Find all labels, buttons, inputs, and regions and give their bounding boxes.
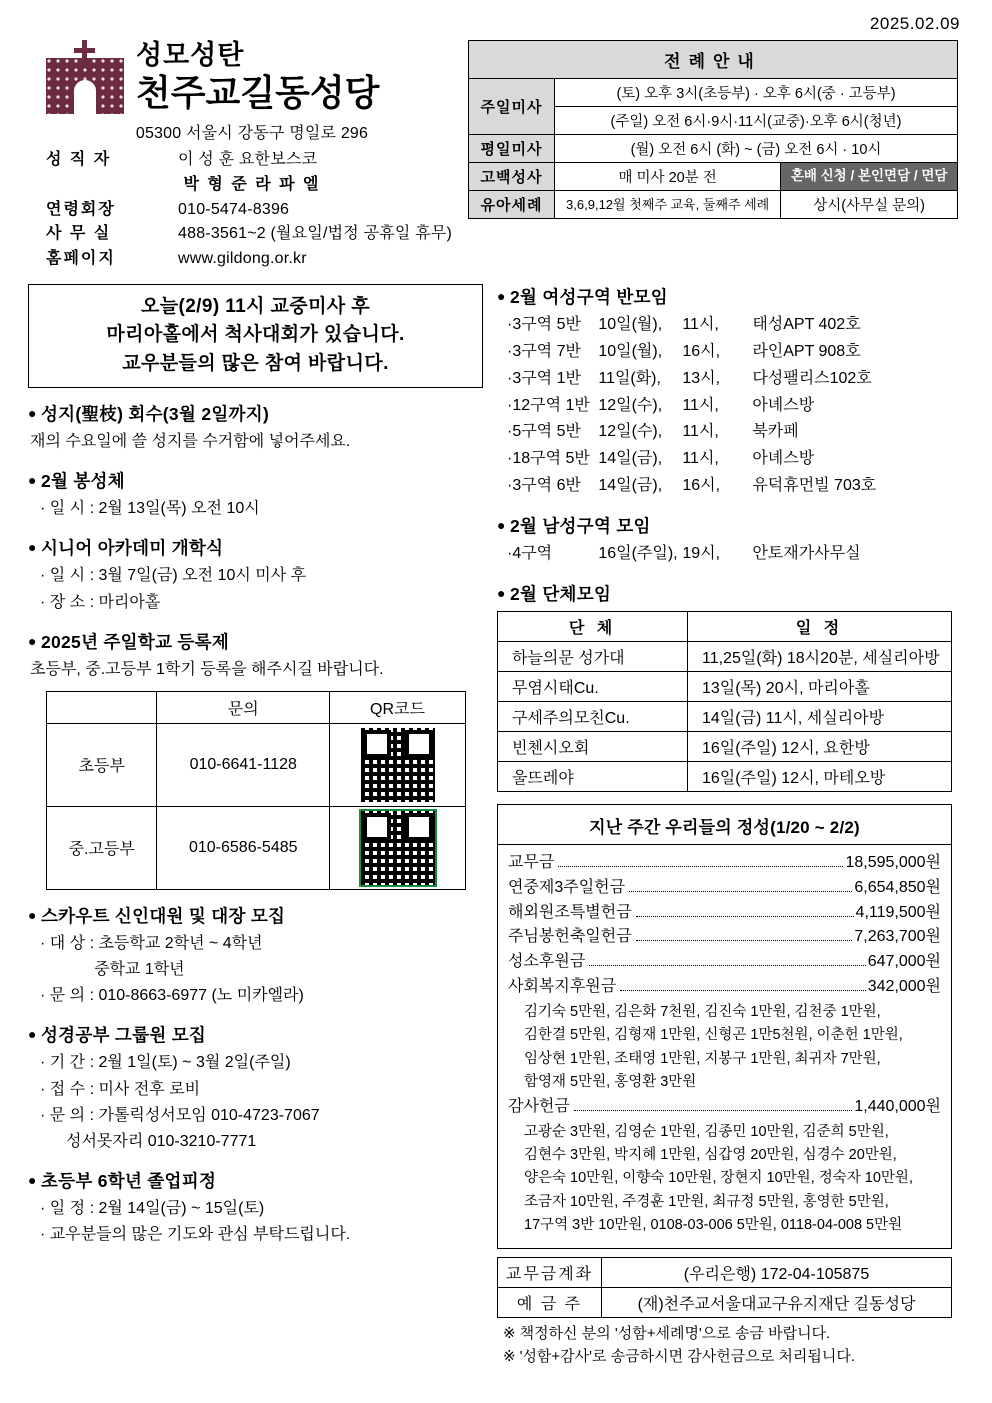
section-line: 재의 수요일에 쓸 성지를 수거함에 넣어주세요. [30, 433, 351, 451]
zone-place: 아녜스방 [752, 450, 815, 468]
zone-date: 16일(주일), [598, 545, 678, 563]
zone-time: 11시, [682, 450, 719, 468]
section-graduation-retreat [28, 1168, 483, 1249]
section-title: ● 2월 단체모임 [497, 581, 952, 606]
parish-contact-list [46, 148, 458, 272]
qr-row-group: 중.고등부 [47, 806, 157, 889]
contact-value: 488-3561~2 (월요일/법정 공휴일 휴무) [178, 225, 453, 243]
offering-amount: 18,595,000원 [845, 853, 941, 871]
weekly-offering-box [497, 804, 952, 1249]
section-line: 성서못자리 010-3210-7771 [66, 1133, 257, 1151]
section-line: · 기 간 : 2월 1일(토) ~ 3월 2일(주일) [30, 1050, 483, 1076]
contact-value: 010-5474-8396 [178, 200, 290, 218]
section-title: ● 스카우트 신인대원 및 대장 모집 [28, 903, 483, 928]
offering-title: 지난 주간 우리들의 정성(1/20 ~ 2/2) [498, 811, 951, 845]
donor-line: 김한결 5만원, 김형재 1만원, 신형곤 1만5천원, 이춘헌 1만원, [524, 1027, 903, 1044]
notice-line-3: 교우분들의 많은 참여 바랍니다. [122, 352, 389, 374]
weekday-mass-label: 평일미사 [469, 135, 555, 163]
donor-line: 고광순 3만원, 김영순 1만원, 김종민 10만원, 김준희 5만원, [524, 1123, 889, 1140]
qr-code-elementary[interactable] [330, 723, 466, 806]
list-item [497, 339, 952, 366]
section-title: ● 성경공부 그룹원 모집 [28, 1022, 483, 1047]
parish-name-line1: 성모성탄 [136, 40, 245, 71]
leader-dots [574, 1110, 853, 1111]
zone-place: 북카페 [752, 423, 799, 441]
parish-address: 05300 서울시 강동구 명일로 296 [135, 125, 369, 142]
section-title: ● 2월 남성구역 모임 [497, 513, 952, 538]
table-row [498, 1257, 952, 1287]
section-body [28, 657, 483, 683]
contact-label: 성 직 자 [46, 151, 112, 168]
section-bible-study-recruit [28, 1022, 483, 1155]
col-group-name: 단 체 [498, 611, 688, 641]
table-row [469, 135, 958, 163]
table-row [498, 761, 952, 791]
offering-row [508, 851, 941, 876]
baptism-label: 유아세례 [469, 191, 555, 219]
highlight-notice [28, 284, 483, 389]
section-line: · 장 소 : 마리아홀 [30, 590, 483, 616]
section-body [28, 496, 483, 522]
section-body [28, 563, 483, 616]
baptism-value: 3,6,9,12월 첫째주 교육, 둘째주 세례 [555, 191, 781, 219]
contact-label: 연령회장 [46, 200, 116, 218]
section-body [28, 1196, 483, 1249]
offering-label: 주님봉헌축일헌금 [508, 928, 632, 946]
qr-row-phone: 010-6586-5485 [157, 806, 330, 889]
section-line: 중학교 1학년 [94, 961, 185, 979]
sunday-mass-line1: (토) 오후 3시(초등부) · 오후 6시(중 · 고등부) [555, 79, 958, 107]
list-item [497, 393, 952, 420]
right-column [497, 284, 952, 1368]
group-name: 무염시태Cu. [498, 671, 688, 701]
group-name: 하늘의문 성가대 [498, 641, 688, 671]
offering-row [508, 876, 941, 901]
parish-info [28, 40, 458, 272]
account-label: 교무금계좌 [498, 1257, 602, 1287]
list-item [497, 541, 952, 568]
zone-name: · 3구역 1반 [512, 369, 581, 387]
sunday-mass-line2: (주일) 오전 6시·9시·11시(교중)·오후 6시(청년) [555, 107, 958, 135]
zone-time: 13시, [682, 369, 721, 387]
offering-row [508, 901, 941, 926]
section-line: · 접 수 : 미사 전후 로비 [30, 1077, 483, 1103]
zone-date: 12일(수), [598, 396, 663, 414]
contact-row-homepage [46, 247, 458, 272]
group-name: 구세주의모친Cu. [498, 701, 688, 731]
donor-line: 양은숙 10만원, 이향숙 10만원, 장현지 10만원, 정숙자 10만원, [524, 1170, 913, 1187]
account-number: (우리은행) 172-04-105875 [602, 1257, 952, 1287]
section-title: ● 2025년 주일학교 등록제 [28, 629, 483, 654]
weekday-mass-value: (월) 오전 6시 (화) ~ (금) 오전 6시 · 10시 [555, 135, 958, 163]
qr-col-blank [47, 691, 157, 723]
section-line: · 일 시 : 3월 7일(금) 오전 10시 미사 후 [30, 563, 483, 589]
parish-name-line2: 천주교길동성당 [136, 72, 380, 114]
table-row [498, 731, 952, 761]
leader-dots [620, 990, 866, 991]
contact-row [46, 222, 458, 247]
group-meetings-table [497, 611, 952, 792]
bulletin-header [28, 40, 964, 272]
zone-time: 16시, [682, 342, 721, 360]
section-title: ● 시니어 아카데미 개학식 [28, 535, 483, 560]
table-row [498, 641, 952, 671]
zone-place: 유덕휴먼빌 703호 [752, 477, 877, 495]
offering-amount: 6,654,850원 [854, 878, 941, 896]
group-name: 빈첸시오회 [498, 731, 688, 761]
group-schedule: 11,25일(화) 18시20분, 세실리아방 [688, 641, 952, 671]
zone-date: 10일(월), [598, 342, 663, 360]
contact-row [46, 148, 458, 173]
list-item [497, 446, 952, 473]
zone-place: 라인APT 908호 [752, 342, 861, 360]
zone-name: · 12구역 1반 [512, 396, 590, 414]
zone-time: 16시, [682, 477, 721, 495]
qr-col-qrcode: QR코드 [330, 691, 466, 723]
col-group-schedule: 일 정 [688, 611, 952, 641]
zone-time: 19시, [682, 545, 721, 563]
contact-row [46, 198, 458, 223]
section-senior-academy [28, 535, 483, 616]
section-palm-collection [28, 401, 483, 455]
offering-label: 교무금 [508, 853, 555, 871]
zone-date: 10일(월), [598, 315, 663, 333]
donor-line: 함영재 5만원, 홍영환 3만원 [524, 1074, 697, 1091]
section-line: · 문 의 : 가톨릭성서모임 010-4723-7067 [30, 1103, 483, 1129]
section-body [28, 931, 483, 1009]
note-text: 책정하신 분의 '성함+세례명'으로 송금 바랍니다. [519, 1324, 831, 1342]
section-body [28, 1050, 483, 1155]
table-row [498, 701, 952, 731]
table-row [47, 806, 466, 889]
section-line: · 일 정 : 2월 14일(금) ~ 15일(토) [30, 1196, 483, 1222]
donor-line: 17구역 3반 10만원, 0108-03-006 5만원, 0118-04-008 5만원 [524, 1217, 903, 1234]
table-row [469, 79, 958, 107]
contact-value: 박 형 준 라 파 엘 [183, 175, 321, 193]
zone-date: 12일(수), [598, 423, 663, 441]
sunday-mass-label: 주일미사 [469, 79, 555, 135]
list-item [497, 419, 952, 446]
leader-dots [636, 916, 854, 917]
confession-label: 고백성사 [469, 163, 555, 191]
offering-row [508, 975, 941, 1000]
section-communion-visit [28, 468, 483, 522]
section-men-zone-meetings [497, 513, 952, 568]
notice-line-1: 오늘(2/9) 11시 교중미사 후 [140, 295, 371, 317]
zone-name: · 4구역 [512, 545, 553, 563]
zone-date: 14일(금), [598, 477, 663, 495]
women-zone-list [497, 312, 952, 500]
bulletin-body [28, 284, 964, 1368]
section-scout-recruit [28, 903, 483, 1009]
homepage-link[interactable]: www.gildong.or.kr [178, 250, 307, 268]
note-text: '성함+감사'로 송금하시면 감사헌금으로 처리됩니다. [519, 1348, 856, 1366]
group-name: 울뜨레야 [498, 761, 688, 791]
offering-label: 해외원조특별헌금 [508, 903, 632, 921]
offering-label: 감사헌금 [508, 1097, 570, 1115]
group-schedule: 14일(금) 11시, 세실리아방 [688, 701, 952, 731]
qr-col-contact: 문의 [157, 691, 330, 723]
qr-row-phone: 010-6641-1128 [157, 723, 330, 806]
leader-dots [636, 940, 853, 941]
table-header-row [47, 691, 466, 723]
donor-line: 임상현 1만원, 조태영 1만원, 지봉구 1만원, 최귀자 7만원, [524, 1050, 881, 1067]
section-title: ● 초등부 6학년 졸업피정 [28, 1168, 483, 1193]
section-line: · 교우분들의 많은 기도와 관심 부탁드립니다. [30, 1222, 483, 1248]
table-row [498, 671, 952, 701]
offering-label: 성소후원금 [508, 953, 586, 971]
parish-logo-row [46, 40, 458, 114]
zone-time: 11시, [682, 423, 719, 441]
contact-row [46, 173, 458, 198]
offering-amount: 647,000원 [867, 953, 941, 971]
list-item [497, 473, 952, 500]
table-row [469, 191, 958, 219]
note-line: ※ '성함+감사'로 송금하시면 감사헌금으로 처리됩니다. [503, 1348, 856, 1366]
offering-amount: 342,000원 [867, 977, 941, 995]
contact-label: 홈페이지 [46, 250, 116, 268]
section-group-meetings [497, 581, 952, 792]
welfare-donor-list [508, 1001, 941, 1095]
zone-name: · 3구역 6반 [512, 477, 581, 495]
zone-name: · 18구역 5반 [512, 450, 590, 468]
offering-row-thanks [508, 1095, 941, 1120]
section-title: ● 성지(聖枝) 회수(3월 2일까지) [28, 401, 483, 426]
group-schedule: 16일(주일) 12시, 요한방 [688, 731, 952, 761]
table-header-row [498, 611, 952, 641]
issue-date: 2025.02.09 [869, 14, 960, 33]
zone-place: 아녜스방 [752, 396, 815, 414]
zone-date: 11일(화), [598, 369, 661, 387]
registration-qr-table [46, 691, 466, 890]
account-holder-label: 예 금 주 [498, 1287, 602, 1317]
leader-dots [558, 866, 843, 867]
section-title: ● 2월 여성구역 반모임 [497, 284, 952, 309]
church-logo-icon [46, 40, 124, 114]
offering-row [508, 925, 941, 950]
table-row [498, 1287, 952, 1317]
zone-name: · 5구역 5반 [512, 423, 581, 441]
group-schedule: 13일(목) 20시, 마리아홀 [688, 671, 952, 701]
zone-name: · 3구역 5반 [512, 315, 581, 333]
account-holder-value: (재)천주교서울대교구유지재단 길동성당 [602, 1287, 952, 1317]
section-line: · 대 상 : 초등학교 2학년 ~ 4학년 [30, 931, 483, 957]
table-row [469, 163, 958, 191]
zone-time: 11시, [682, 396, 719, 414]
zone-place: 태성APT 402호 [752, 315, 861, 333]
section-line: · 문 의 : 010-8663-6977 (노 미카엘라) [30, 983, 483, 1009]
donor-line: 김기숙 5만원, 김은화 7천원, 김진숙 1만원, 김천중 1만원, [524, 1003, 881, 1020]
confession-extra: 혼배 신청 / 본인면담 / 면담 [781, 163, 958, 191]
table-row [47, 723, 466, 806]
mass-table-title: 전례안내 [469, 41, 958, 79]
zone-place: 안토재가사무실 [752, 545, 861, 563]
section-body [28, 429, 483, 455]
parish-name [136, 41, 379, 112]
qr-code-middle-high[interactable] [330, 806, 466, 889]
contact-value: 이 성 훈 요한보스코 [178, 151, 318, 168]
section-line: · 일 시 : 2월 13일(목) 오전 10시 [30, 496, 483, 522]
offering-label: 연중제3주일헌금 [508, 878, 626, 896]
list-item [497, 312, 952, 339]
baptism-extra: 상시(사무실 문의) [781, 191, 958, 219]
offering-label: 사회복지후원금 [508, 977, 617, 995]
zone-date: 14일(금), [598, 450, 663, 468]
left-column [28, 284, 483, 1368]
list-item [497, 366, 952, 393]
donor-line: 김현수 3만원, 박지혜 1만원, 심갑영 20만원, 심경수 20만원, [524, 1146, 897, 1163]
account-table [497, 1257, 952, 1318]
account-notes [497, 1322, 952, 1369]
mass-table-header-row [469, 41, 958, 79]
section-line: 초등부, 중.고등부 1학기 등록을 해주시길 바랍니다. [30, 661, 384, 679]
mass-schedule-table [468, 40, 958, 219]
offering-amount: 4,119,500원 [855, 903, 941, 921]
offering-amount: 1,440,000원 [854, 1097, 941, 1115]
qr-row-group: 초등부 [47, 723, 157, 806]
leader-dots [629, 891, 852, 892]
zone-time: 11시, [682, 315, 719, 333]
thanks-donor-list [508, 1121, 941, 1238]
offering-row [508, 950, 941, 975]
offering-amount: 7,263,700원 [854, 928, 941, 946]
section-sunday-school-registration [28, 629, 483, 890]
note-line: ※ 책정하신 분의 '성함+세례명'으로 송금 바랍니다. [503, 1324, 831, 1342]
zone-place: 다성팰리스102호 [752, 369, 872, 387]
confession-value: 매 미사 20분 전 [555, 163, 781, 191]
group-schedule: 16일(주일) 12시, 마테오방 [688, 761, 952, 791]
notice-line-2: 마리아홀에서 척사대회가 있습니다. [106, 324, 405, 346]
leader-dots [589, 965, 865, 966]
donor-line: 조금자 10만원, 주경훈 1만원, 최규정 5만원, 홍영한 5만원, [524, 1193, 889, 1210]
section-women-zone-meetings [497, 284, 952, 500]
section-title: ● 2월 봉성체 [28, 468, 483, 493]
zone-name: · 3구역 7반 [512, 342, 581, 360]
contact-label: 사 무 실 [46, 225, 112, 243]
